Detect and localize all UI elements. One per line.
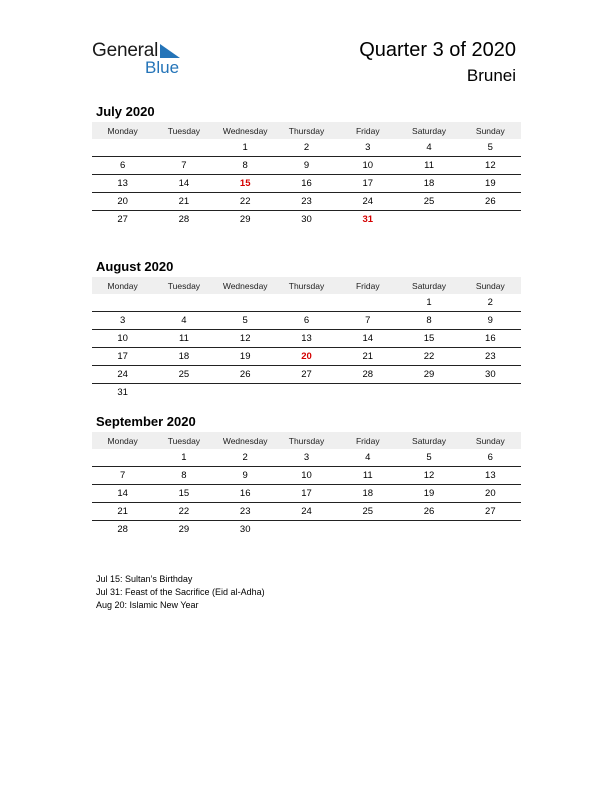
weekday-header [92,277,521,294]
day-cell: 26 [485,196,496,207]
weekday-label: Sunday [475,125,505,136]
weekday-label: Tuesday [167,280,201,291]
week-row [92,294,521,312]
week-row [92,312,521,330]
day-cell: 2 [242,452,248,463]
day-cell: 9 [303,160,310,171]
weekday-label: Wednesday [222,125,268,136]
day-cell: 7 [119,470,126,481]
weekday-label: Wednesday [222,435,268,446]
page-title: Quarter 3 of 2020 [359,39,516,61]
weekday-label: Thursday [288,125,325,136]
day-cell: 5 [487,142,493,153]
day-cell: 24 [301,506,312,517]
day-cell: 31 [362,214,374,225]
day-cell: 5 [242,315,248,326]
week-row [92,175,521,193]
weekday-label: Monday [107,125,138,136]
week-row [92,467,521,485]
holiday-note: Jul 15: Sultan’s Birthday [96,574,193,584]
month-title: August 2020 [96,259,174,274]
weekday-label: Wednesday [222,280,268,291]
day-cell: 23 [301,196,312,207]
week-row [92,503,521,521]
weekday-label: Thursday [288,435,325,446]
week-row [92,139,521,157]
day-cell: 29 [239,214,251,225]
day-cell: 15 [239,178,251,189]
day-cell: 30 [239,524,251,535]
week-row [92,521,521,538]
day-cell: 6 [303,315,310,326]
weekday-label: Monday [107,280,138,291]
day-cell: 20 [117,196,128,207]
day-cell: 25 [423,196,435,207]
weekday-label: Friday [355,280,380,291]
day-cell: 27 [301,369,312,380]
day-cell: 22 [423,351,435,362]
day-cell: 17 [117,351,128,362]
day-cell: 8 [242,160,248,171]
country-label: Brunei [466,66,516,85]
day-cell: 19 [485,178,496,189]
week-row [92,157,521,175]
holiday-note: Jul 31: Feast of the Sacrifice (Eid al-Adha) [96,587,265,597]
weekday-label: Tuesday [167,435,201,446]
day-cell: 23 [485,351,496,362]
weekday-header [92,432,521,449]
weekday-label: Saturday [412,125,447,136]
day-cell: 30 [485,369,496,380]
day-cell: 13 [301,333,312,344]
day-cell: 18 [362,488,374,499]
day-cell: 6 [487,452,493,463]
generalblue-logo [92,40,192,80]
weekday-label: Friday [355,125,380,136]
day-cell: 26 [239,369,251,380]
day-cell: 16 [485,333,496,344]
month-september [92,414,521,538]
day-cell: 1 [181,452,187,463]
day-cell: 20 [485,488,496,499]
holiday-note: Aug 20: Islamic New Year [96,600,199,610]
day-cell: 30 [301,214,312,225]
day-cell: 9 [242,470,248,481]
day-cell: 17 [301,488,312,499]
day-cell: 14 [178,178,190,189]
day-cell: 15 [423,333,435,344]
day-cell: 1 [426,297,432,308]
day-cell: 4 [181,315,187,326]
day-cell: 27 [485,506,496,517]
day-cell: 13 [485,470,496,481]
week-row [92,384,521,401]
day-cell: 24 [362,196,374,207]
day-cell: 10 [301,470,312,481]
day-cell: 9 [487,315,493,326]
day-cell: 2 [487,297,493,308]
day-cell: 13 [117,178,128,189]
day-cell: 16 [239,488,251,499]
weekday-header [92,122,521,139]
day-cell: 24 [117,369,128,380]
day-cell: 7 [365,315,371,326]
day-cell: 5 [426,452,432,463]
week-row [92,449,521,467]
weekday-label: Sunday [475,280,505,291]
day-cell: 4 [365,452,371,463]
weekday-label: Sunday [475,435,505,446]
day-cell: 20 [301,351,312,362]
day-cell: 1 [242,142,248,153]
day-cell: 11 [178,333,189,344]
day-cell: 12 [423,470,435,481]
day-cell: 27 [117,214,128,225]
weekday-label: Saturday [412,280,447,291]
day-cell: 14 [362,333,374,344]
logo-text-blue: Blue [145,58,180,77]
day-cell: 18 [178,351,190,362]
day-cell: 11 [362,470,373,481]
day-cell: 10 [117,333,128,344]
week-row [92,485,521,503]
day-cell: 8 [181,470,187,481]
month-july [92,104,521,228]
day-cell: 2 [303,142,310,153]
week-row [92,366,521,384]
weekday-label: Tuesday [167,125,201,136]
month-august [92,259,521,401]
weekday-label: Friday [355,435,380,446]
month-title: September 2020 [96,414,196,429]
day-cell: 3 [119,315,126,326]
logo-text-general: General [92,40,159,61]
week-row [92,348,521,366]
day-cell: 28 [362,369,374,380]
day-cell: 18 [423,178,435,189]
day-cell: 19 [239,351,251,362]
day-cell: 12 [239,333,251,344]
weekday-label: Thursday [288,280,325,291]
day-cell: 10 [362,160,374,171]
day-cell: 3 [365,142,371,153]
day-cell: 7 [181,160,187,171]
day-cell: 4 [426,142,432,153]
day-cell: 3 [303,452,310,463]
day-cell: 14 [117,488,128,499]
day-cell: 22 [178,506,190,517]
day-cell: 28 [117,524,128,535]
day-cell: 15 [178,488,190,499]
day-cell: 21 [178,196,190,207]
day-cell: 23 [239,506,251,517]
day-cell: 21 [362,351,374,362]
week-row [92,330,521,348]
week-row [92,193,521,211]
month-title: July 2020 [96,104,155,119]
day-cell: 25 [178,369,190,380]
day-cell: 6 [119,160,126,171]
day-cell: 16 [301,178,312,189]
holiday-notes [96,573,265,612]
week-row [92,211,521,228]
weekday-label: Saturday [412,435,447,446]
day-cell: 29 [423,369,435,380]
day-cell: 11 [424,160,434,171]
day-cell: 19 [423,488,435,499]
day-cell: 8 [426,315,432,326]
day-cell: 28 [178,214,190,225]
day-cell: 26 [423,506,435,517]
day-cell: 21 [117,506,128,517]
day-cell: 17 [362,178,374,189]
day-cell: 12 [485,160,496,171]
weekday-label: Monday [107,435,138,446]
day-cell: 25 [362,506,374,517]
day-cell: 31 [117,387,128,398]
day-cell: 29 [178,524,190,535]
day-cell: 22 [239,196,251,207]
